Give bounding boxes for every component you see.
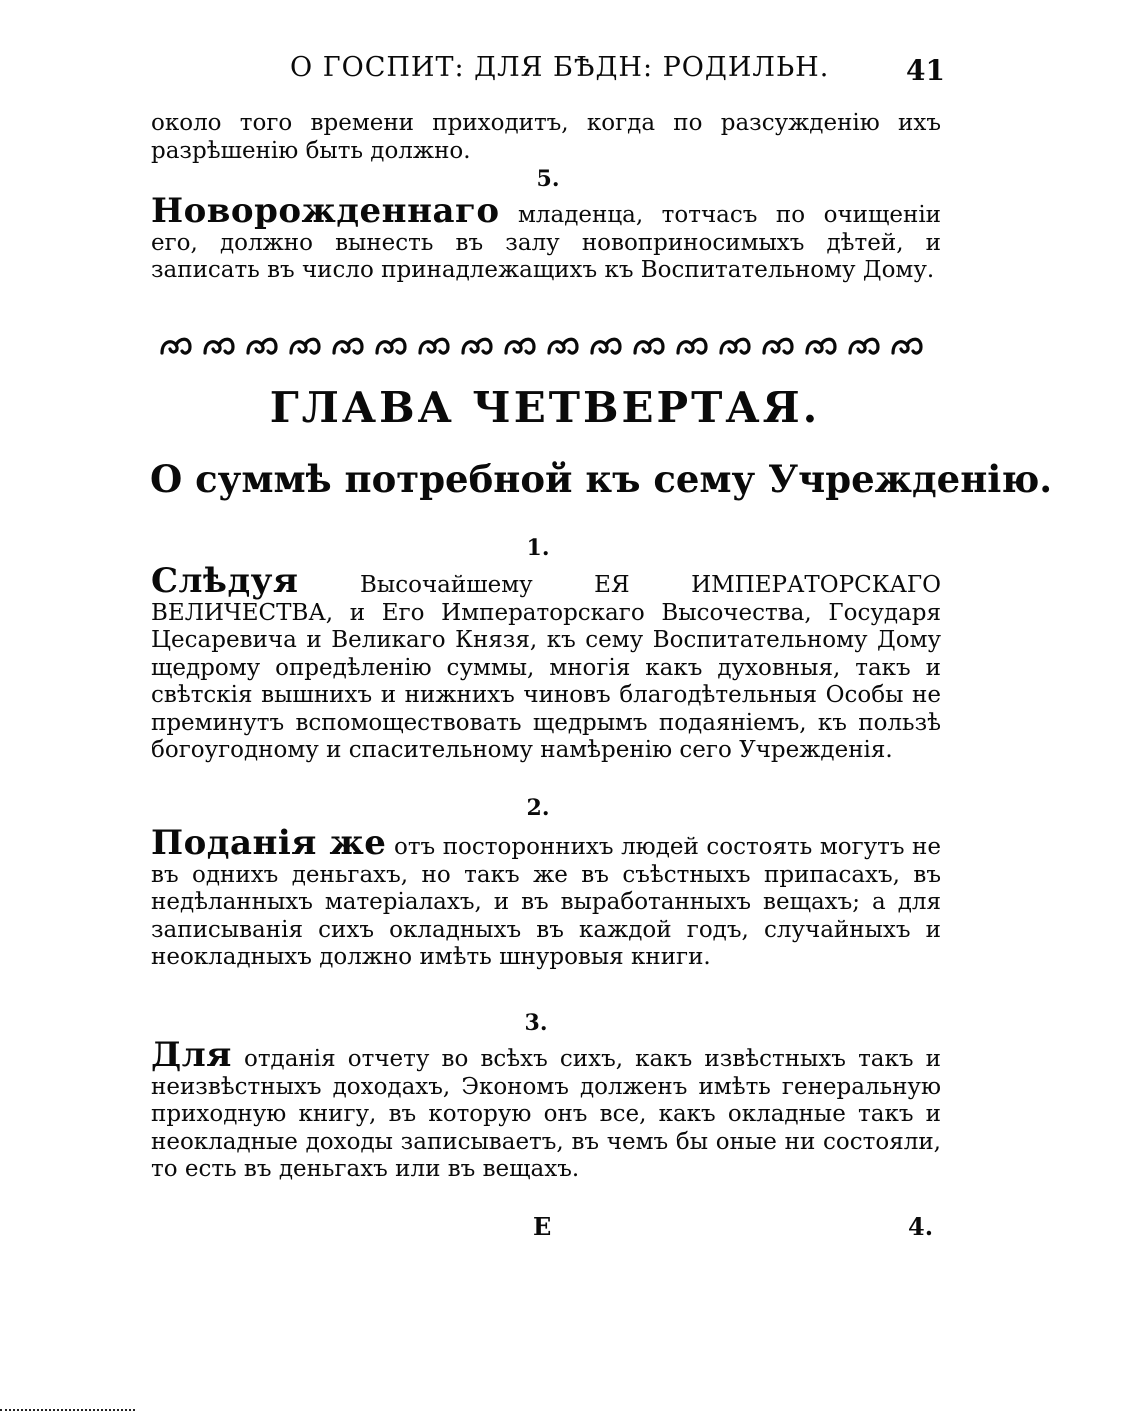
paragraph-body: отданія отчету во всѣхъ сихъ, какъ извѣстныхъ такъ и неизвѣстныхъ доходахъ, Экономъ долженъ имѣть генеральную приходную книгу, въ которую онъ все, какъ окладные такъ и неокладные доходы записываетъ, въ чемъ бы оные ни состояли, то есть въ деньгахъ или въ вещахъ. — [151, 1046, 941, 1182]
chapter-title: ГЛАВА ЧЕТВЕРТАЯ. — [269, 383, 821, 432]
running-head: О ГОСПИТ: ДЛЯ БѢДН: РОДИЛЬН. — [290, 52, 830, 83]
section-number-2: 2. — [526, 795, 550, 821]
section-number-1: 1. — [526, 535, 550, 561]
section-number-5: 5. — [536, 166, 560, 192]
page-number: 41 — [906, 54, 945, 87]
paragraph-lead-word: Для — [151, 1035, 232, 1075]
ornamental-rule — [158, 331, 938, 361]
paragraph-body: младенца, тотчасъ по очищеніи его, должно вынесть въ залу новоприносимыхъ дѣтей, и записать въ число принадлежащихъ къ Воспитательному Дому. — [151, 202, 941, 283]
paragraph-item-3 — [151, 1035, 941, 1184]
continuation-paragraph: около того времени приходитъ, когда по разсужденію ихъ разрѣшенію быть должно. — [151, 110, 941, 164]
paragraph-item-5 — [151, 191, 941, 285]
paragraph-lead-word: Поданія же — [151, 823, 387, 863]
catchword: 4. — [908, 1212, 934, 1241]
paragraph-item-2 — [151, 823, 941, 972]
paragraph-item-1 — [151, 561, 941, 765]
ornament-pattern-icon — [162, 339, 921, 353]
paragraph-lead-word: Слѣдуя — [151, 561, 299, 601]
signature-mark: E — [533, 1212, 552, 1241]
scan-edge-mark — [0, 1409, 135, 1413]
paragraph-body: Высочайшему ЕЯ ИМПЕРАТОРСКАГО ВЕЛИЧЕСТВА, и Его Императорскаго Высочества, Государя Цесаревича и Великаго Князя, къ сему Воспитательному Дому щедрому опредѣленію суммы, многія какъ духовныя, такъ и свѣтскія вышнихъ и нижнихъ чиновъ благодѣтельныя Особы не преминутъ вспомоществовать щедрымъ подаяніемъ, къ пользѣ богоугодному и спасительному намѣренію сего Учрежденія. — [151, 572, 941, 763]
paragraph-body: отъ постороннихъ людей состоять могутъ не въ однихъ деньгахъ, но такъ же въ съѣстныхъ припасахъ, въ недѣланныхъ матеріалахъ, и въ выработанныхъ вещахъ; а для записыванія сихъ окладныхъ въ каждой годъ, случайныхъ и неокладныхъ должно имѣть шнуровыя книги. — [151, 834, 941, 970]
paragraph-lead-word: Новорожденнаго — [151, 191, 500, 231]
chapter-subtitle: О суммѣ потребной къ сему Учрежденію. — [150, 457, 1053, 501]
section-number-3: 3. — [524, 1010, 548, 1036]
